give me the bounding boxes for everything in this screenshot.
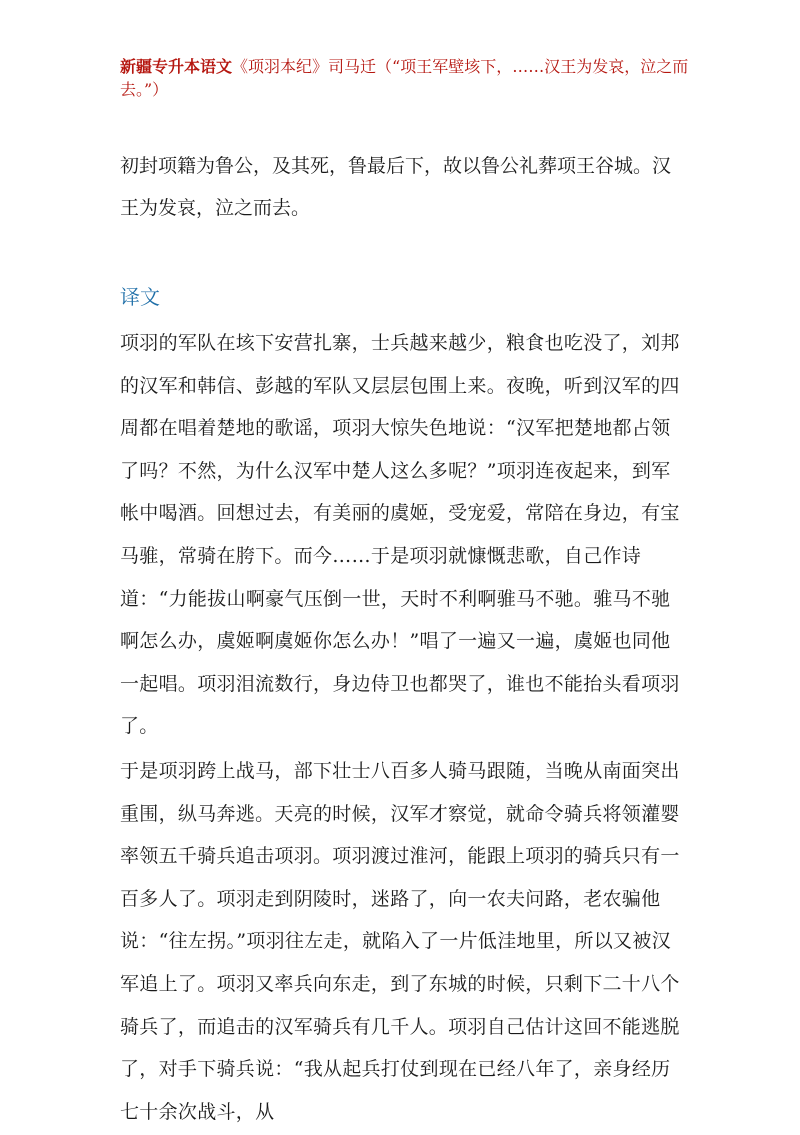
translation-paragraph: 于是项羽跨上战马，部下壮士八百多人骑马跟随，当晚从南面突出重围，纵马奔逃。天亮的时候，汉军才察觉，就命令骑兵将领灌婴率领五千骑兵追击项羽。项羽渡过淮河，能跟上项羽的骑兵只有一百多人了。项羽走到阴陵时，迷路了，向一农夫问路，老农骗他说：“往左拐。”项羽往左走，就陷入了一片低洼地里，所以又被汉军追上了。项羽又率兵向东走，到了东城的时候，只剩下二十八个骑兵了，而追击的汉军骑兵有几千人。项羽自己估计这回不能逃脱了，对手下骑兵说：“我从起兵打仗到现在已经八年了，亲身经历七十余次战斗，从 (120, 759, 680, 1123)
document-header (120, 55, 700, 101)
original-text-excerpt: 初封项籍为鲁公，及其死，鲁最后下，故以鲁公礼葬项王谷城。汉王为发哀，泣之而去。 (120, 155, 672, 219)
section-title-translation: 译文 (120, 285, 160, 309)
header-title-rest: 《项羽本纪》司马迁（“项王军壁垓下，……汉王为发哀，泣之而去。”） (120, 57, 689, 99)
translation-body (120, 322, 685, 1135)
translation-paragraph: 项羽的军队在垓下安营扎寨，士兵越来越少，粮食也吃没了，刘邦的汉军和韩信、彭越的军队又层层包围上来。夜晚，听到汉军的四周都在唱着楚地的歌谣，项羽大惊失色地说：“汉军把楚地都占领了吗？不然，为什么汉军中楚人这么多呢？”项羽连夜起来，到军帐中喝酒。回想过去，有美丽的虞姬，受宠爱，常陪在身边，有宝马骓，常骑在胯下。而今……于是项羽就慷慨悲歌，自己作诗道：“力能拔山啊豪气压倒一世，天时不利啊骓马不驰。骓马不驰啊怎么办，虞姬啊虞姬你怎么办！”唱了一遍又一遍，虞姬也同他一起唱。项羽泪流数行，身边侍卫也都哭了，谁也不能抬头看项羽了。 (120, 332, 680, 738)
header-title-bold: 新疆专升本语文 (120, 57, 233, 76)
